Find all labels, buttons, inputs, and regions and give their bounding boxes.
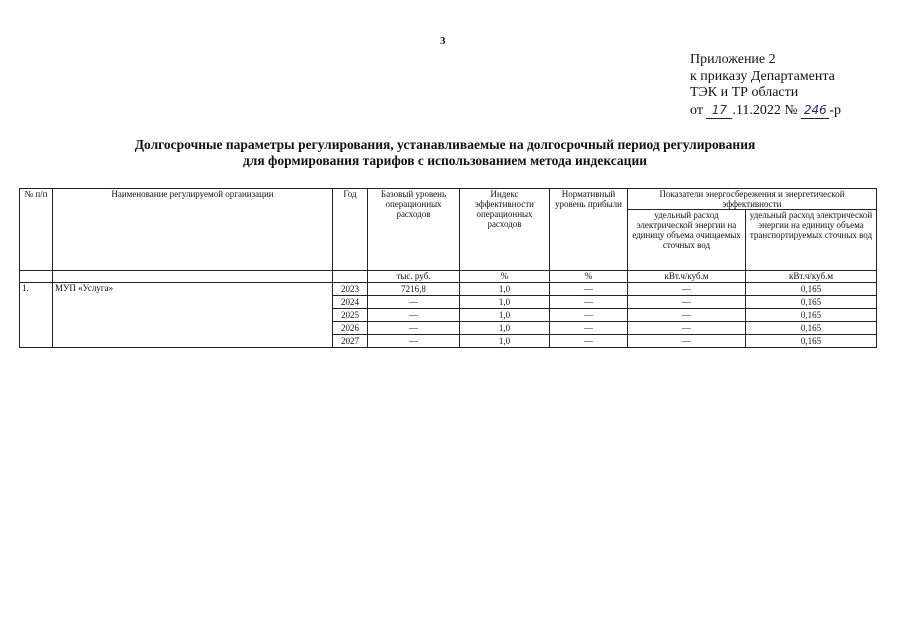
- parameters-table: [19, 188, 877, 348]
- cell-treated: —: [628, 283, 746, 296]
- cell-treated: —: [628, 296, 746, 309]
- appendix-date-line: [690, 102, 841, 120]
- cell-year: 2026: [333, 322, 368, 335]
- date-day: 17: [706, 102, 732, 120]
- unit-base: тыс. руб.: [368, 271, 460, 283]
- cell-transported: 0,165: [746, 309, 877, 322]
- unit-energy-treated: кВт.ч/куб.м: [628, 271, 746, 283]
- cell-treated: —: [628, 322, 746, 335]
- cell-index: 1,0: [460, 309, 550, 322]
- header-index: Индекс эффективности операционных расходов: [460, 189, 550, 271]
- cell-index: 1,0: [460, 283, 550, 296]
- header-energy-treated: удельный расход электрической энергии на единицу объема очищаемых сточных вод: [628, 210, 746, 271]
- cell-year: 2027: [333, 335, 368, 348]
- appendix-line2: к приказу Департамента: [690, 68, 835, 84]
- title-line1: Долгосрочные параметры регулирования, устанавливаемые на долгосрочный период регулирования: [134, 137, 756, 152]
- header-profit: Нормативный уровень прибыли: [550, 189, 628, 271]
- org-number: 1.: [20, 283, 53, 348]
- appendix-line3: ТЭК и ТР области: [690, 85, 799, 100]
- page-number: 3: [440, 35, 446, 47]
- unit-energy-transported: кВт.ч/куб.м: [746, 271, 877, 283]
- cell-treated: —: [628, 335, 746, 348]
- header-org: Наименование регулируемой организации: [53, 189, 333, 271]
- header-num: № п/п: [20, 189, 53, 271]
- cell-year: 2025: [333, 309, 368, 322]
- org-name: МУП «Услуга»: [53, 283, 333, 348]
- unit-index: %: [460, 271, 550, 283]
- cell-profit: —: [550, 283, 628, 296]
- cell-year: 2023: [333, 283, 368, 296]
- cell-base: —: [368, 322, 460, 335]
- order-suffix: -р: [829, 102, 841, 118]
- table-row: [20, 283, 877, 296]
- date-prefix: от: [690, 102, 703, 118]
- cell-transported: 0,165: [746, 283, 877, 296]
- cell-transported: 0,165: [746, 296, 877, 309]
- appendix-line1: Приложение 2: [690, 52, 776, 67]
- cell-profit: —: [550, 309, 628, 322]
- header-energy-group: Показатели энергосбережения и энергетической эффективности: [628, 189, 877, 210]
- cell-index: 1,0: [460, 322, 550, 335]
- title-line2: для формирования тарифов с использованием метода индексации: [242, 153, 648, 168]
- cell-base: —: [368, 296, 460, 309]
- cell-index: 1,0: [460, 335, 550, 348]
- cell-transported: 0,165: [746, 322, 877, 335]
- cell-base: 7216,8: [368, 283, 460, 296]
- header-year: Год: [333, 189, 368, 271]
- cell-treated: —: [628, 309, 746, 322]
- cell-transported: 0,165: [746, 335, 877, 348]
- cell-year: 2024: [333, 296, 368, 309]
- cell-profit: —: [550, 296, 628, 309]
- appendix-block: [690, 52, 841, 119]
- document-title: [20, 137, 870, 169]
- header-energy-transported: удельный расход электрической энергии на единицу объема транспортируемых сточных вод: [746, 210, 877, 271]
- order-number: 246: [801, 102, 829, 120]
- header-base: Базовый уровень операционных расходов: [368, 189, 460, 271]
- cell-profit: —: [550, 322, 628, 335]
- cell-index: 1,0: [460, 296, 550, 309]
- cell-base: —: [368, 309, 460, 322]
- unit-profit: %: [550, 271, 628, 283]
- date-rest: .11.2022 №: [732, 102, 798, 118]
- cell-base: —: [368, 335, 460, 348]
- cell-profit: —: [550, 335, 628, 348]
